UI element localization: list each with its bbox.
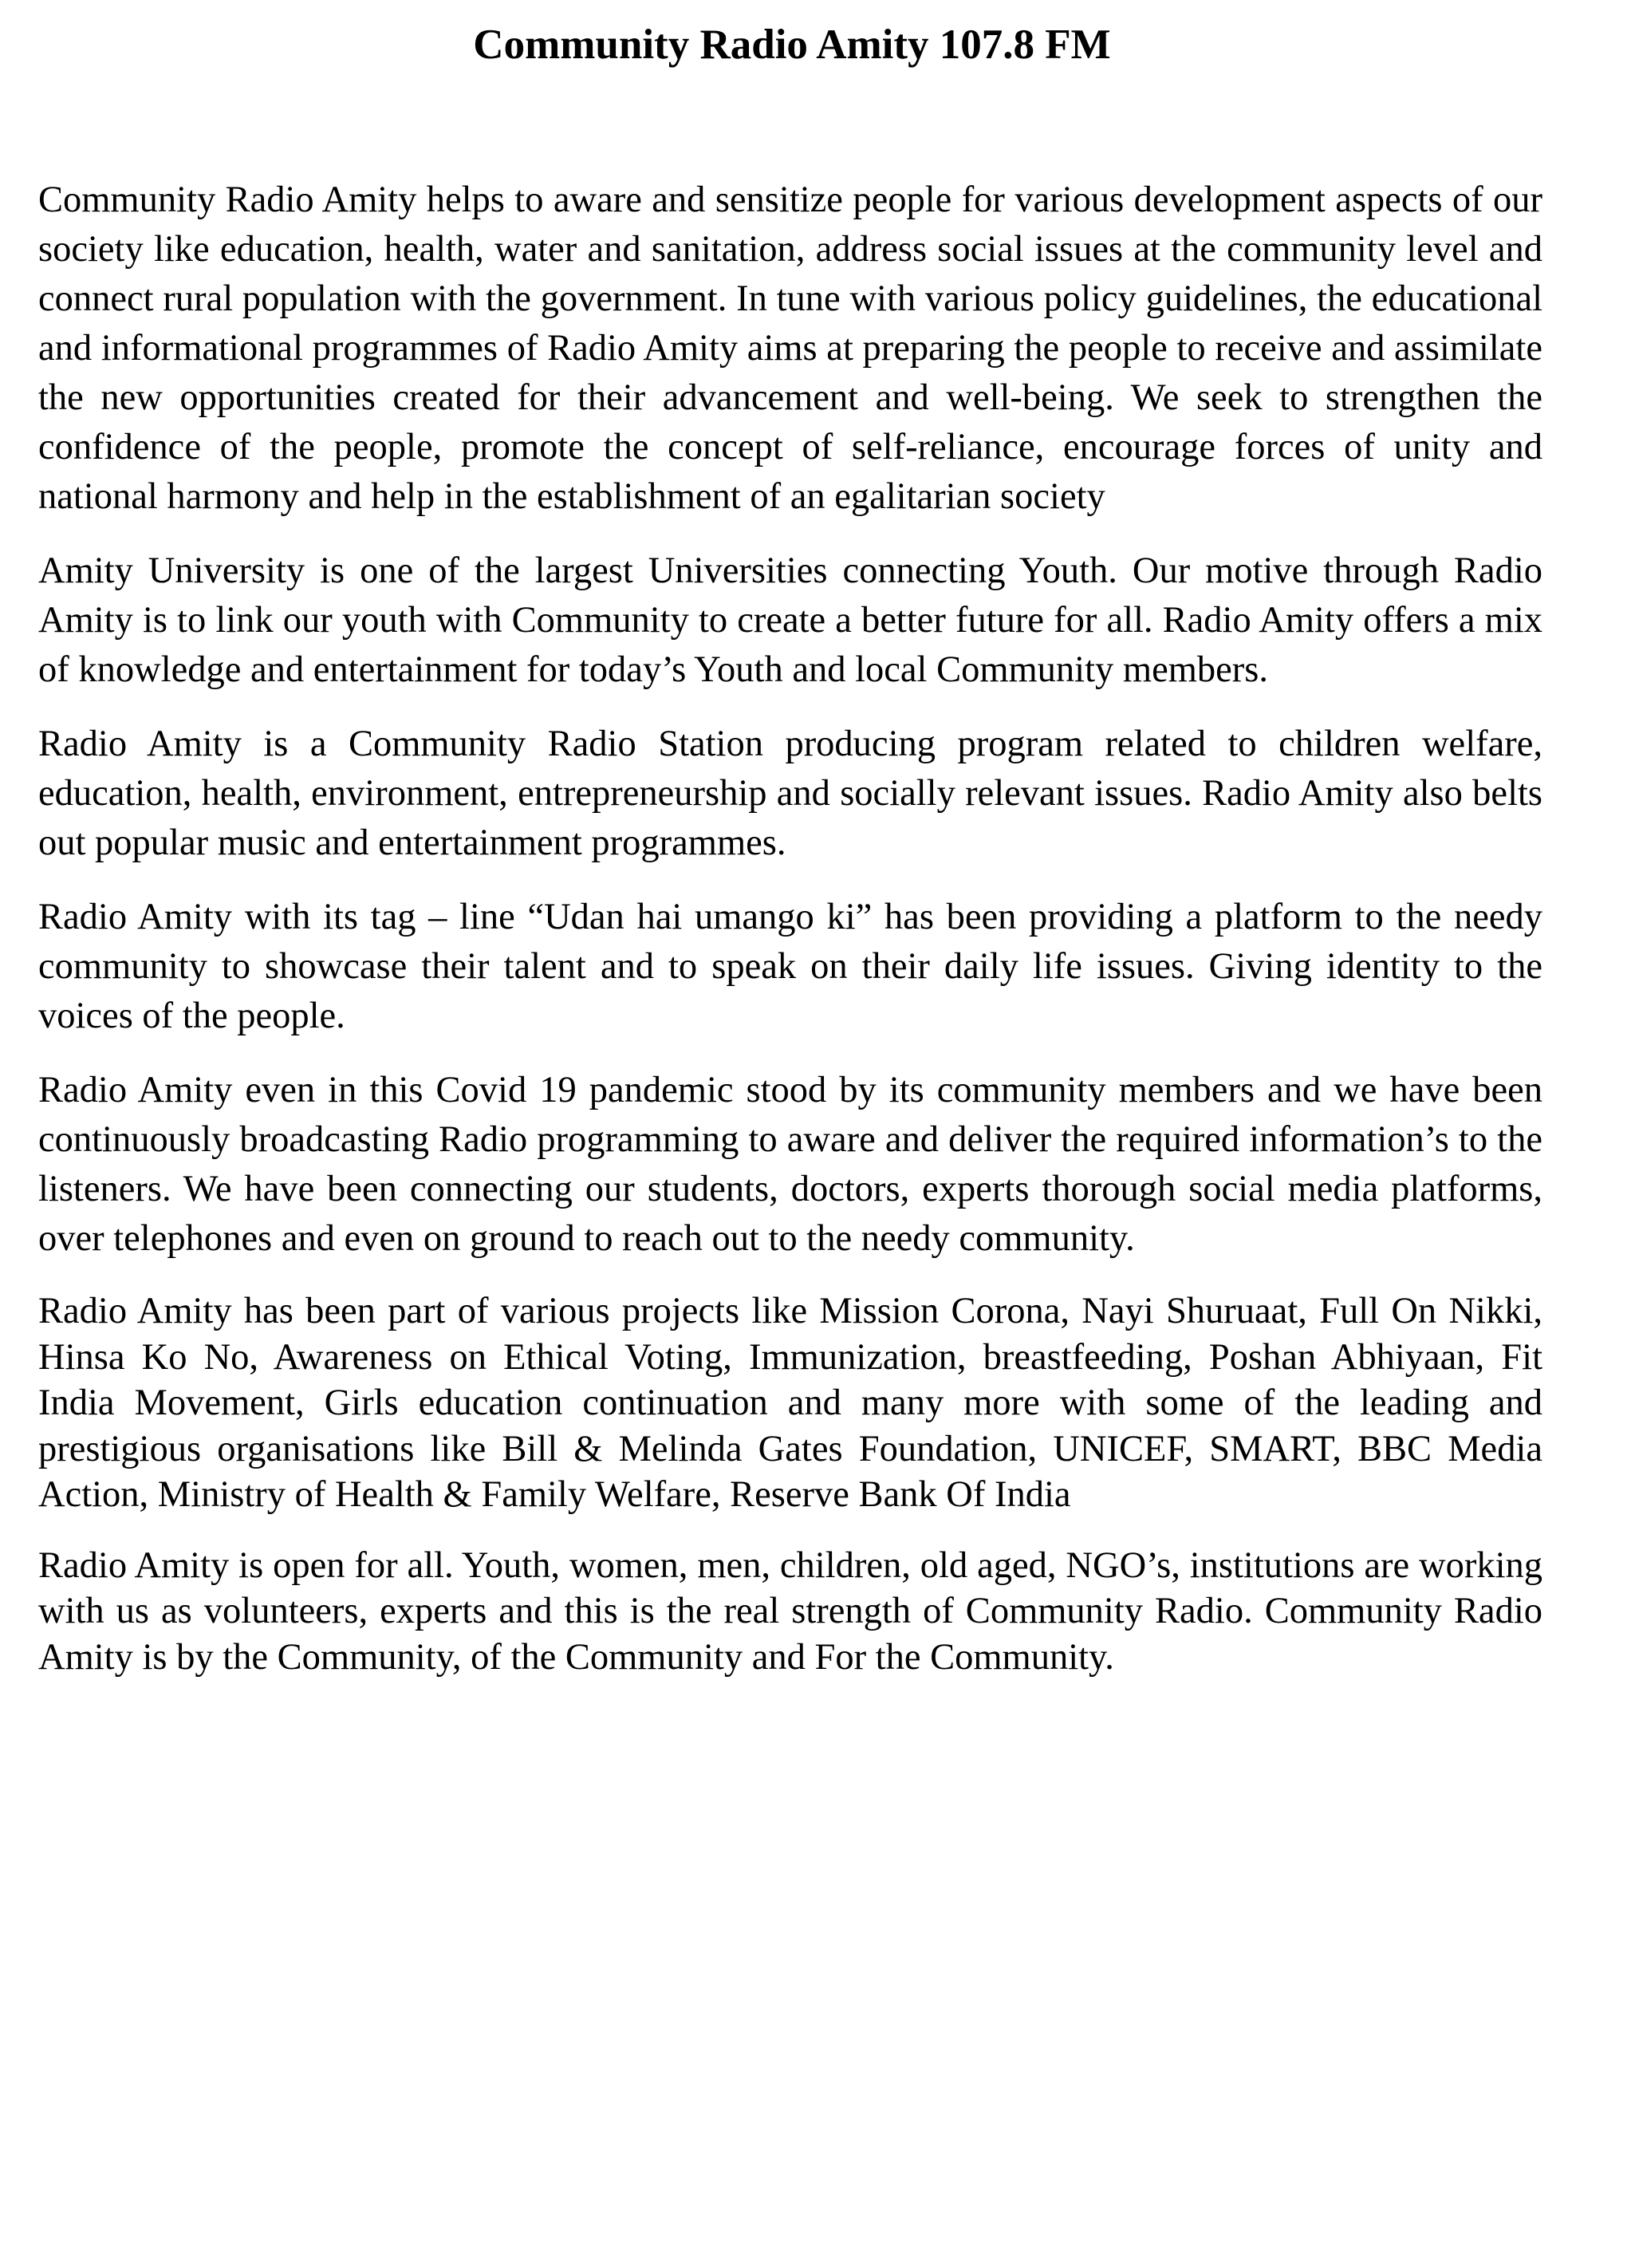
paragraph-projects: Radio Amity has been part of various projects like Mission Corona, Nayi Shuruaat, Full On Nikki, Hinsa Ko No, Awareness on Ethical Voting, Immunization, breastfeeding, Poshan Abhiyaan, Fit India Movement, Girls education continuation and many more with some of the leading and prestigious organisations like Bill & Melinda Gates Foundation, UNICEF, SMART, BBC Media Action, Ministry of Health & Family Welfare, Reserve Bank Of India	[38, 1291, 1542, 1515]
document-title: Community Radio Amity 107.8 FM	[473, 22, 1111, 68]
paragraph-open-for-all: Radio Amity is open for all. Youth, women, men, children, old aged, NGO’s, institutions are working with us as volunteers, experts and this is the real strength of Community Radio. Community Radio Amity is by the Community, of the Community and For the Community.	[38, 1544, 1542, 1678]
paragraph-station-programs: Radio Amity is a Community Radio Station producing program related to children welfare, education, health, environment, entrepreneurship and socially relevant issues. Radio Amity also belts out popular music and entertainment programmes.	[38, 724, 1542, 863]
paragraph-amity-university: Amity University is one of the largest Universities connecting Youth. Our motive through Radio Amity is to link our youth with Community to create a better future for all. Radio Amity offers a mix of knowledge and entertainment for today’s Youth and local Community members.	[38, 550, 1542, 690]
paragraph-introduction: Community Radio Amity helps to aware and sensitize people for various development aspects of our society like education, health, water and sanitation, address social issues at the community level and connect rural population with the government. In tune with various policy guidelines, the educational and informational programmes of Radio Amity aims at preparing the people to receive and assimilate the new opportunities created for their advancement and well-being. We seek to strengthen the confidence of the people, promote the concept of self-reliance, encourage forces of unity and national harmony and help in the establishment of an egalitarian society	[38, 179, 1542, 517]
paragraph-covid-response: Radio Amity even in this Covid 19 pandemic stood by its community members and we have been continuously broadcasting Radio programming to aware and deliver the required information’s to the listeners. We have been connecting our students, doctors, experts thorough social media platforms, over telephones and even on ground to reach out to the needy community.	[38, 1070, 1542, 1259]
paragraph-tagline: Radio Amity with its tag – line “Udan hai umango ki” has been providing a platform to the needy community to showcase their talent and to speak on their daily life issues. Giving identity to the voices of the people.	[38, 897, 1542, 1036]
document-body	[38, 176, 1542, 1705]
